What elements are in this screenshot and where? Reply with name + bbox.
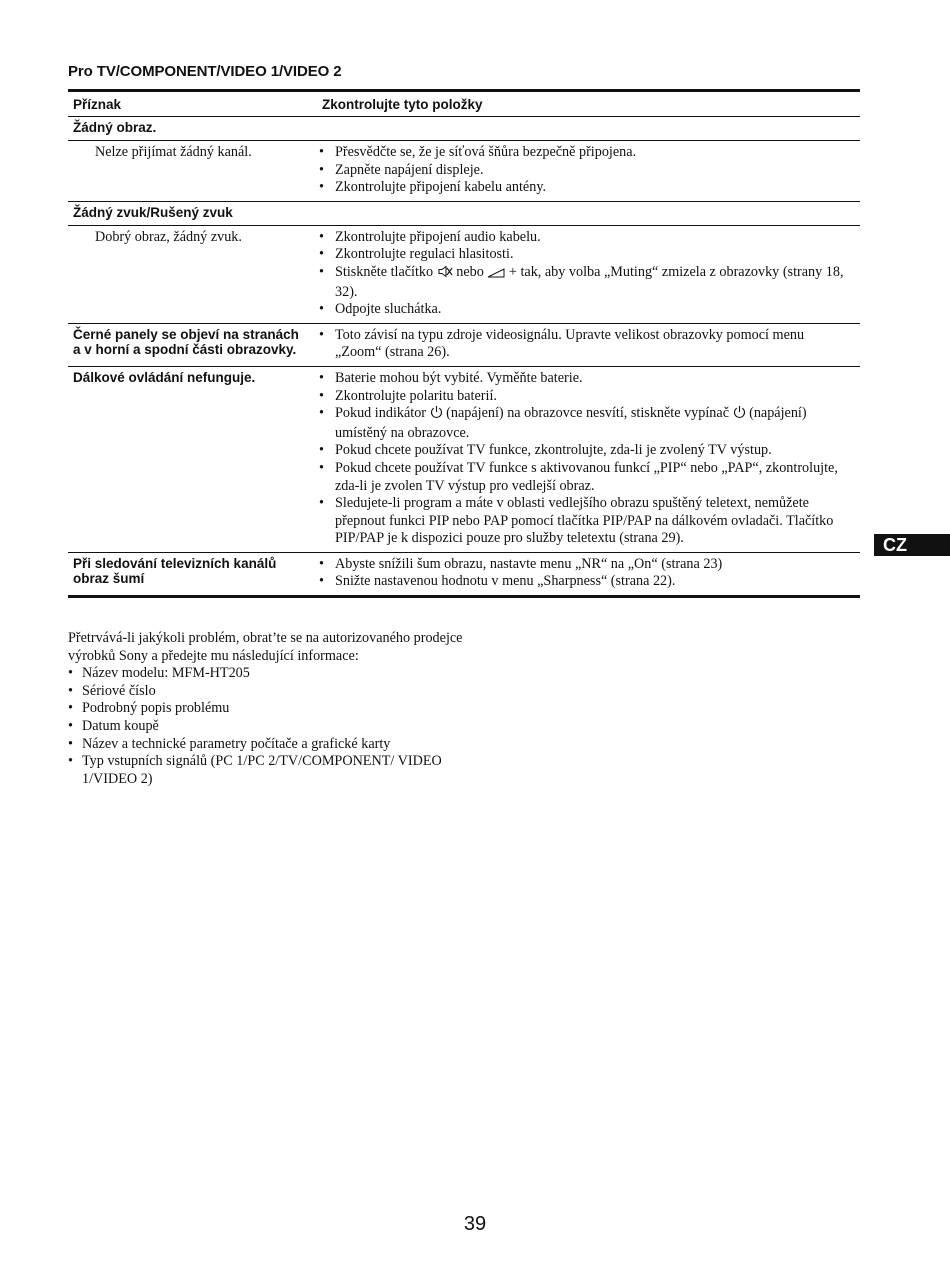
check-item: • Toto závisí na typu zdroje videosignálu. Upravte velikost obrazovky pomocí menu „Zoom“ (strana 26). — [316, 327, 852, 362]
header-checks: Zkontrolujte tyto položky — [322, 96, 483, 112]
check-text: (napájení) na obrazovce nesvítí, stiskněte vypínač — [442, 405, 733, 422]
list-item: • Podrobný popis problému — [68, 700, 488, 718]
checks-cell — [316, 553, 860, 595]
language-tab: CZ — [874, 534, 950, 556]
check-item: • Zkontrolujte připojení kabelu antény. — [316, 179, 852, 197]
symptom-cell: Dobrý obraz, žádný zvuk. — [95, 228, 242, 245]
check-item: • Pokud chcete používat TV funkce s aktivovanou funkcí „PIP“ nebo „PAP“, zkontrolujte, zda-li je zvolen TV výstup pro vedlejší obraz. — [316, 460, 852, 495]
table-header — [68, 92, 860, 117]
power-icon — [430, 405, 443, 425]
symptom-cell: Při sledování televizních kanálů obraz šumí — [73, 555, 277, 586]
check-text: Pokud indikátor — [335, 405, 430, 422]
list-item: • Název a technické parametry počítače a grafické karty — [68, 736, 488, 754]
check-item: • Pokud chcete používat TV funkce, zkontrolujte, zda-li je zvolený TV výstup. — [316, 442, 852, 460]
check-item: • Přesvědčte se, že je síťová šňůra bezpečně připojena. — [316, 144, 852, 162]
check-item: • Odpojte sluchátka. — [316, 301, 852, 319]
info-list — [68, 665, 488, 788]
check-item — [316, 264, 852, 301]
check-item: • Zapněte napájení displeje. — [316, 162, 852, 180]
list-item: • Název modelu: MFM-HT205 — [68, 665, 488, 683]
symptom-cell: Nelze přijímat žádný kanál. — [95, 144, 252, 160]
contact-intro: Přetrvává-li jakýkoli problém, obrat’te se na autorizovaného prodejce výrobků Sony a předejte mu následující informace: — [68, 630, 463, 664]
check-item — [316, 405, 852, 442]
volume-icon — [487, 266, 505, 284]
table-row — [68, 141, 860, 202]
check-text: nebo — [452, 263, 488, 280]
check-item: • Baterie mohou být vybité. Vyměňte baterie. — [316, 370, 852, 388]
contact-info — [68, 630, 488, 788]
power-icon — [733, 405, 746, 425]
checks-cell — [316, 226, 860, 323]
checks-cell — [316, 324, 860, 366]
check-item: • Zkontrolujte připojení audio kabelu. — [316, 229, 852, 247]
check-text: Stiskněte tlačítko — [335, 263, 437, 280]
mute-icon — [437, 265, 453, 284]
list-item: • Datum koupě — [68, 718, 488, 736]
check-text: (napájení) umístěný na obrazovce. — [335, 405, 807, 441]
group-heading-no-picture: Žádný obraz. — [68, 117, 860, 141]
checks-cell — [316, 367, 860, 552]
table-row — [68, 324, 860, 367]
symptom-cell: Dálkové ovládání nefunguje. — [73, 369, 256, 385]
check-item: • Zkontrolujte polaritu baterií. — [316, 388, 852, 406]
check-item: • Snižte nastavenou hodnotu v menu „Sharpness“ (strana 22). — [316, 573, 852, 591]
list-item: • Typ vstupních signálů (PC 1/PC 2/TV/COMPONENT/ VIDEO 1/VIDEO 2) — [68, 753, 488, 788]
table-row — [68, 367, 860, 553]
group-heading-no-sound: Žádný zvuk/Rušený zvuk — [68, 202, 860, 226]
header-symptom: Příznak — [73, 96, 122, 112]
check-item: • Zkontrolujte regulaci hlasitosti. — [316, 246, 852, 264]
section-title: Pro TV/COMPONENT/VIDEO 1/VIDEO 2 — [68, 63, 342, 80]
table-row — [68, 226, 860, 324]
checks-cell — [316, 141, 860, 201]
check-item: • Sledujete-li program a máte v oblasti vedlejšího obrazu spuštěný teletext, nemůžete přepnout funkci PIP nebo PAP pomocí tlačítka PIP/PAP na dálkovém ovladači. Tlačítko PIP/PAP je k dispozici pouze pro služby teletextu (strana 29). — [316, 495, 852, 548]
symptom-cell: Černé panely se objeví na stranách a v horní a spodní části obrazovky. — [73, 326, 299, 357]
check-item: • Abyste snížili šum obrazu, nastavte menu „NR“ na „On“ (strana 23) — [316, 556, 852, 574]
check-text: + tak, aby volba „Muting“ zmizela z obrazovky (strany 18, 32). — [335, 263, 844, 300]
page-number: 39 — [463, 1213, 487, 1235]
list-item: • Sériové číslo — [68, 683, 488, 701]
table-row — [68, 553, 860, 595]
troubleshooting-table — [68, 89, 860, 598]
